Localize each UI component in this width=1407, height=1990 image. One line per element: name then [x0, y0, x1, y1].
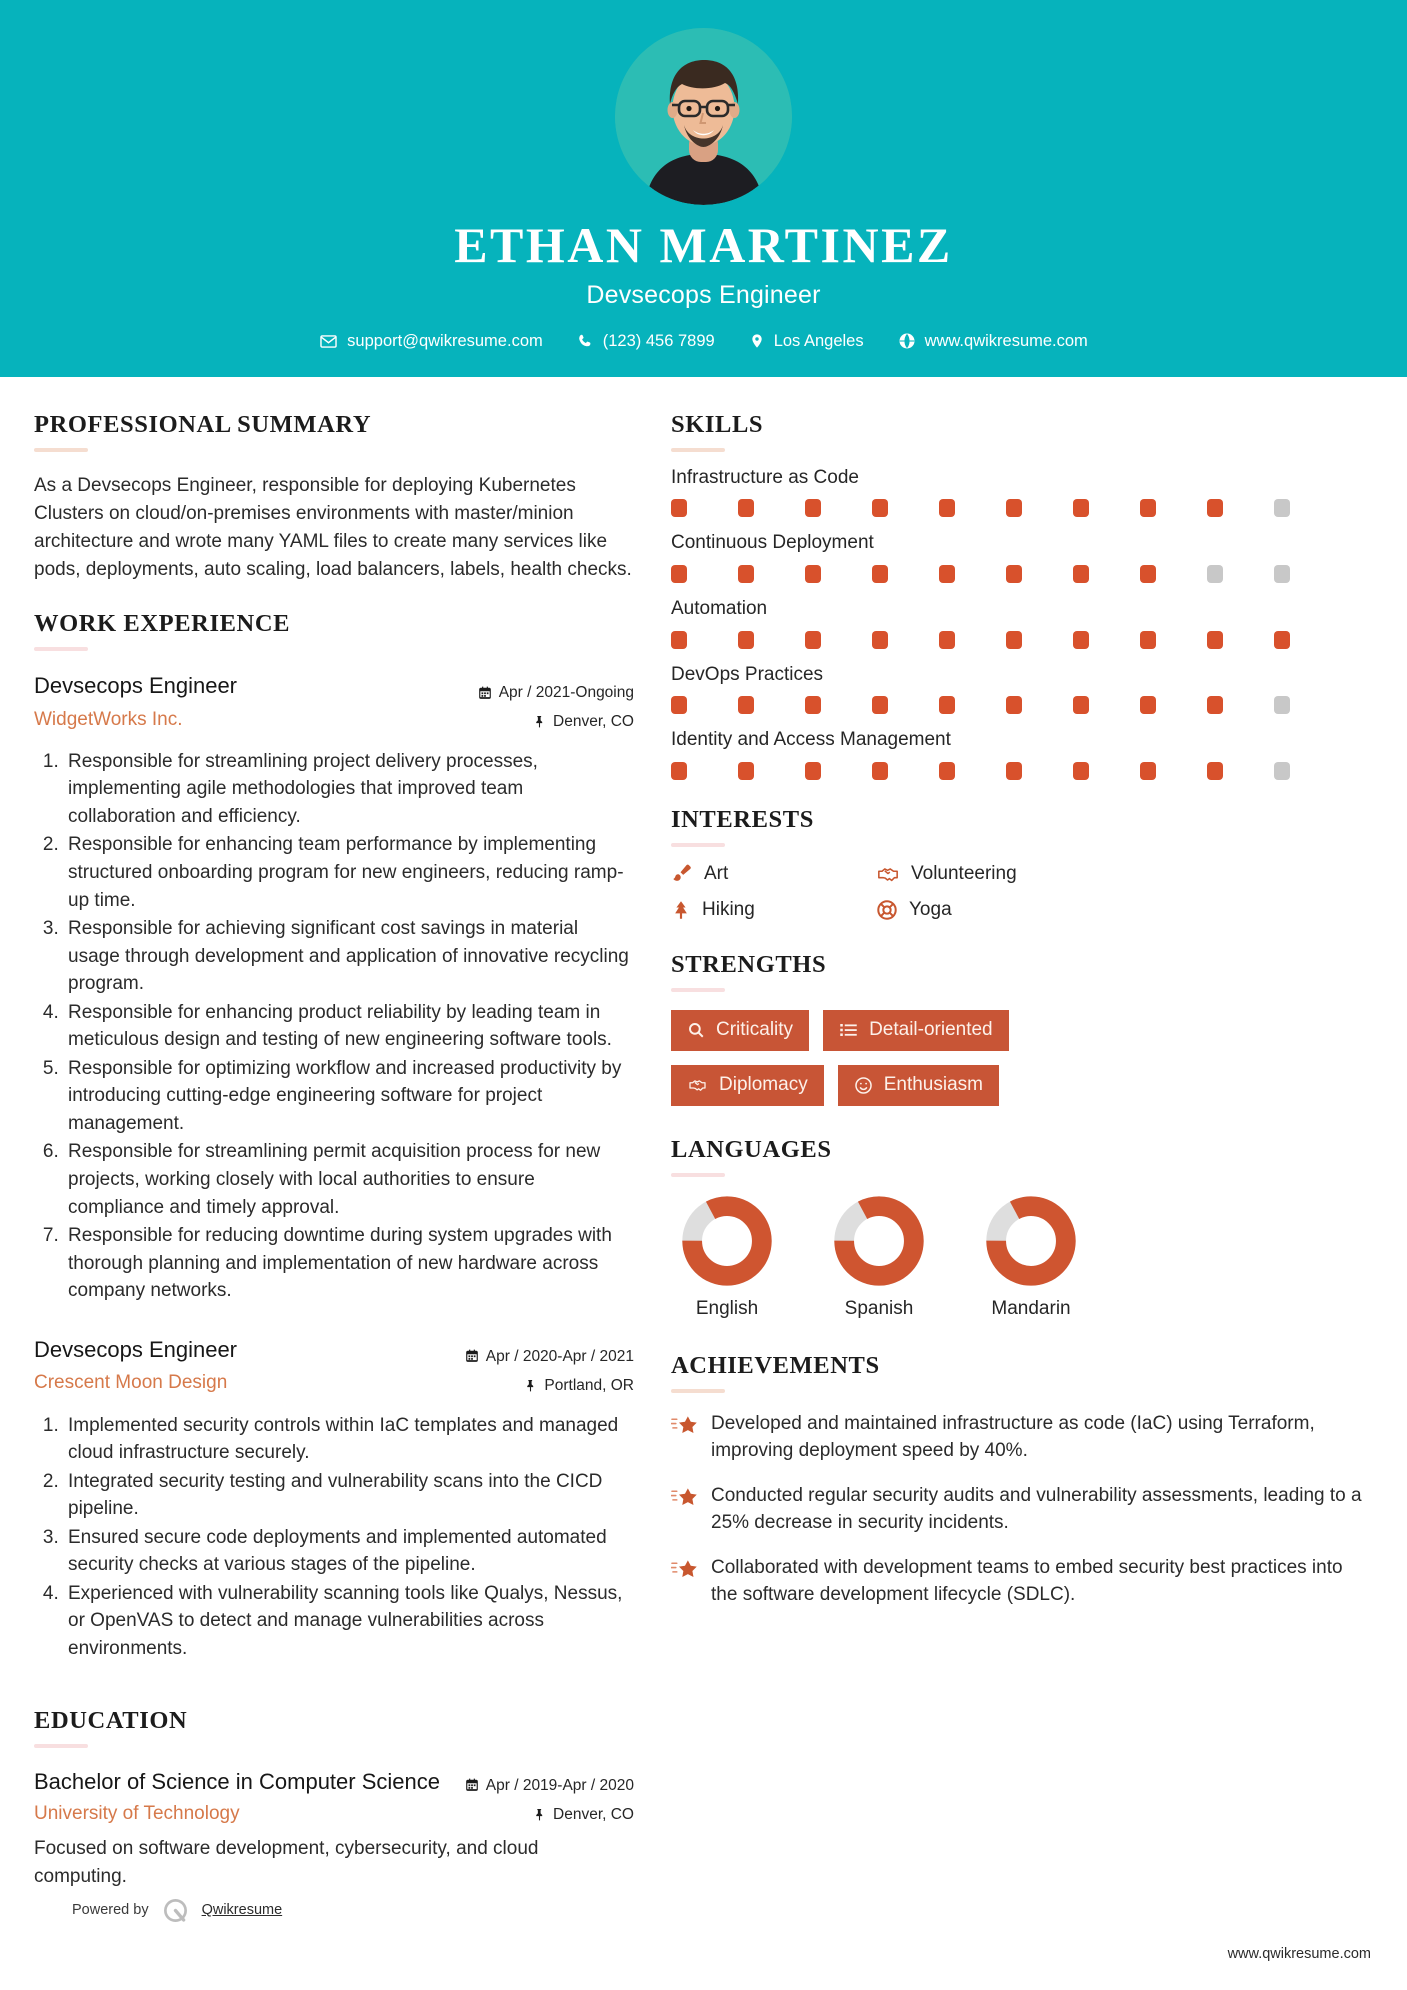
calendar-icon	[465, 1778, 479, 1792]
skill-rating	[671, 762, 1371, 780]
language-donut	[985, 1195, 1077, 1287]
section-education	[34, 1707, 634, 1891]
skill-dot	[671, 631, 687, 649]
section-rule	[34, 448, 88, 452]
skill-dot	[805, 499, 821, 517]
skill-item	[671, 597, 1371, 649]
skill-dot	[805, 631, 821, 649]
section-rule	[34, 647, 88, 651]
star-icon	[671, 1410, 698, 1465]
skill-dot	[1207, 631, 1223, 649]
skill-dot	[1073, 631, 1089, 649]
star-icon	[671, 1554, 698, 1609]
interest-label: Hiking	[702, 898, 755, 920]
interest-label: Art	[704, 862, 729, 884]
job-location	[465, 1371, 634, 1400]
job-date	[478, 678, 634, 707]
skill-dot	[738, 696, 754, 714]
education-date-text: Apr / 2019-Apr / 2020	[485, 1776, 634, 1794]
work-entry-header	[34, 671, 634, 737]
skill-dot	[1006, 696, 1022, 714]
strength-badge	[671, 1065, 824, 1106]
job-role: Devsecops Engineer	[34, 1336, 238, 1362]
skill-dot	[671, 696, 687, 714]
skill-dot	[872, 696, 888, 714]
skill-dot	[1140, 762, 1156, 780]
powered-by-footer	[34, 1897, 634, 1924]
language-donut	[681, 1195, 773, 1287]
job-bullet: 6. Responsible for streamlining permit acquisition process for new projects, working closely with local authorities to ensure compliance and timely approval.	[64, 1138, 634, 1221]
skill-dot	[1207, 696, 1223, 714]
left-column	[34, 411, 634, 1924]
achievement-text: Conducted regular security audits and vulnerability assessments, leading to a 25% decrease in security incidents.	[711, 1484, 1362, 1534]
skill-dot	[872, 499, 888, 517]
skill-item	[671, 663, 1371, 715]
location-icon	[749, 332, 765, 350]
summary-text: As a Devsecops Engineer, responsible for deploying Kubernetes Clusters on cloud/on-premises environments with master/minion architecture and wrote many YAML files to create many services like pods, deployments, auto scaling, load balancers, labels, health checks.	[34, 474, 632, 580]
pin-icon	[524, 1379, 537, 1393]
page-title: ETHAN MARTINEZ	[454, 217, 953, 273]
handshake-icon	[687, 1076, 708, 1094]
powered-by-label: Powered by	[72, 1902, 149, 1919]
skills-heading: SKILLS	[671, 410, 764, 438]
qwikresume-logo-icon	[162, 1897, 189, 1924]
section-skills	[671, 411, 1371, 780]
education-entry-main	[34, 1768, 465, 1826]
job-bullet: 5. Responsible for optimizing workflow and increased productivity by introducing cutting-edge engineering software for project management.	[64, 1055, 634, 1138]
section-rule	[671, 988, 725, 992]
footer-website: www.qwikresume.com	[1227, 1946, 1371, 1962]
skill-dot	[872, 762, 888, 780]
education-degree: Bachelor of Science in Computer Science	[34, 1768, 440, 1794]
job-date	[465, 1342, 634, 1371]
right-column	[666, 411, 1371, 1615]
search-icon	[687, 1021, 705, 1039]
strength-label: Criticality	[716, 1018, 794, 1040]
resume-header	[0, 0, 1407, 377]
job-bullet: 2. Integrated security testing and vulnerability scans into the CICD pipeline.	[64, 1468, 634, 1523]
calendar-icon	[478, 686, 492, 700]
skill-label: Continuous Deployment	[671, 532, 874, 554]
interests-heading: INTERESTS	[671, 805, 814, 833]
achievements-heading: ACHIEVEMENTS	[671, 1351, 880, 1379]
job-company: Crescent Moon Design	[34, 1372, 228, 1394]
job-bullet: 2. Responsible for enhancing team performance by implementing structured onboarding program for new engineers, reducing ramp-up time.	[64, 831, 634, 914]
smiley-icon	[854, 1076, 873, 1095]
skill-dot	[805, 762, 821, 780]
language-label: Spanish	[844, 1297, 914, 1319]
skill-dot	[939, 696, 955, 714]
achievement-item	[671, 1554, 1371, 1609]
phone-icon	[577, 333, 594, 350]
achievement-item	[671, 1482, 1371, 1537]
language-item	[677, 1195, 777, 1320]
contact-website[interactable]	[881, 332, 1105, 351]
qwikresume-link[interactable]: Qwikresume	[201, 1902, 283, 1919]
interests-grid	[671, 863, 1371, 921]
skill-dot	[872, 631, 888, 649]
skill-dot	[1207, 499, 1223, 517]
section-rule	[671, 843, 725, 847]
skill-dot	[1274, 565, 1290, 583]
skill-rating	[671, 631, 1371, 649]
education-date	[465, 1771, 634, 1800]
skill-dot	[1207, 565, 1223, 583]
interest-item	[671, 863, 876, 885]
section-rule	[671, 1389, 725, 1393]
achievement-text: Developed and maintained infrastructure as code (IaC) using Terraform, improving deployment speed by 40%.	[711, 1412, 1315, 1462]
work-entry	[34, 671, 634, 1305]
job-location	[478, 707, 634, 736]
interest-item	[671, 899, 876, 921]
skill-item	[671, 531, 1371, 583]
paintbrush-icon	[671, 863, 693, 885]
strength-badge	[671, 1010, 809, 1051]
job-date-text: Apr / 2020-Apr / 2021	[485, 1347, 634, 1365]
skill-dot	[1006, 565, 1022, 583]
contact-row	[0, 332, 1407, 351]
job-bullets	[34, 748, 634, 1305]
skill-dot	[939, 565, 955, 583]
languages-heading: LANGUAGES	[671, 1135, 832, 1163]
education-description: Focused on software development, cybersecurity, and cloud computing.	[34, 1838, 539, 1887]
education-location	[465, 1800, 634, 1829]
strength-label: Detail-oriented	[869, 1018, 993, 1040]
skill-dot	[1274, 762, 1290, 780]
achievement-text: Collaborated with development teams to embed security best practices into the software development lifecycle (SDLC).	[711, 1556, 1343, 1606]
pin-icon	[533, 1808, 546, 1822]
section-languages	[671, 1136, 1371, 1320]
education-school: University of Technology	[34, 1803, 240, 1825]
strengths-heading: STRENGTHS	[671, 950, 827, 978]
resume-body	[0, 377, 1407, 1924]
language-label: Mandarin	[991, 1297, 1071, 1319]
skill-label: Infrastructure as Code	[671, 466, 859, 488]
job-company: WidgetWorks Inc.	[34, 708, 183, 730]
section-strengths	[671, 951, 1371, 1106]
job-bullet: 1. Responsible for streamlining project delivery processes, implementing agile methodologies that improved team collaboration and efficiency.	[64, 748, 634, 831]
interest-label: Volunteering	[911, 862, 1017, 884]
section-interests	[671, 806, 1371, 921]
skill-dot	[1140, 696, 1156, 714]
job-bullet: 1. Implemented security controls within IaC templates and managed cloud infrastructure securely.	[64, 1412, 634, 1467]
skill-dot	[671, 565, 687, 583]
work-entry-main	[34, 671, 478, 732]
work-entry	[34, 1335, 634, 1663]
languages-list	[671, 1195, 1371, 1320]
job-bullet: 4. Experienced with vulnerability scanning tools like Qualys, Nessus, or OpenVAS to detect and manage vulnerabilities across environments.	[64, 1580, 634, 1663]
skill-dot	[1140, 631, 1156, 649]
contact-location-text: Los Angeles	[773, 331, 864, 350]
skill-dot	[1207, 762, 1223, 780]
skill-dot	[1140, 565, 1156, 583]
education-heading: EDUCATION	[34, 1706, 188, 1734]
job-bullets	[34, 1412, 634, 1663]
interest-item	[876, 899, 1371, 921]
avatar-photo	[615, 28, 792, 205]
contact-phone-text: (123) 456 7899	[602, 331, 715, 350]
education-entry-header	[34, 1768, 634, 1830]
skill-dot	[939, 762, 955, 780]
section-professional-summary	[34, 411, 634, 584]
handshake-icon	[876, 863, 900, 885]
work-entry-meta	[478, 671, 634, 737]
contact-email-text: support@qwikresume.com	[347, 331, 543, 350]
skill-dot	[872, 565, 888, 583]
section-work-experience	[34, 610, 634, 1663]
summary-heading: PROFESSIONAL SUMMARY	[34, 410, 372, 438]
avatar	[615, 28, 792, 205]
lifebuoy-icon	[876, 899, 898, 921]
contact-phone[interactable]	[560, 332, 732, 351]
job-role: Devsecops Engineer	[34, 672, 238, 698]
strength-badge	[838, 1065, 999, 1106]
job-location-text: Denver, CO	[553, 713, 634, 731]
interest-label: Yoga	[909, 898, 952, 920]
language-label: English	[695, 1297, 759, 1319]
strength-badge	[823, 1010, 1009, 1051]
skill-dot	[1073, 565, 1089, 583]
skill-dot	[1006, 762, 1022, 780]
contact-email[interactable]	[302, 332, 560, 351]
skill-dot	[1274, 499, 1290, 517]
job-bullet: 3. Responsible for achieving significant cost savings in material usage through development and application of innovative recycling program.	[64, 915, 634, 998]
skill-dot	[738, 762, 754, 780]
skill-dot	[671, 499, 687, 517]
skill-rating	[671, 499, 1371, 517]
section-achievements	[671, 1352, 1371, 1609]
language-item	[981, 1195, 1081, 1320]
star-icon	[671, 1482, 698, 1537]
work-entry-header	[34, 1335, 634, 1401]
skill-item	[671, 466, 1371, 518]
skill-rating	[671, 565, 1371, 583]
strength-label: Enthusiasm	[883, 1073, 983, 1095]
calendar-icon	[465, 1349, 479, 1363]
mail-icon	[319, 332, 338, 351]
language-item	[829, 1195, 929, 1320]
globe-icon	[898, 332, 916, 350]
skill-label: Identity and Access Management	[671, 729, 951, 751]
work-entry-main	[34, 1335, 465, 1396]
strengths-list	[671, 1010, 1101, 1106]
work-entry-meta	[465, 1335, 634, 1401]
education-entry	[34, 1768, 634, 1891]
skill-dot	[1274, 631, 1290, 649]
skill-dot	[1073, 762, 1089, 780]
section-rule	[34, 1744, 88, 1748]
education-entry-meta	[465, 1768, 634, 1830]
contact-website-text: www.qwikresume.com	[924, 331, 1088, 350]
skill-dot	[738, 499, 754, 517]
skill-dot	[671, 762, 687, 780]
skill-rating	[671, 696, 1371, 714]
skill-dot	[1073, 499, 1089, 517]
skill-dot	[1073, 696, 1089, 714]
interest-item	[876, 863, 1371, 885]
skill-dot	[1274, 696, 1290, 714]
skill-dot	[738, 565, 754, 583]
strength-label: Diplomacy	[719, 1073, 808, 1095]
achievement-item	[671, 1410, 1371, 1465]
job-location-text: Portland, OR	[544, 1377, 634, 1395]
education-location-text: Denver, CO	[553, 1805, 634, 1823]
skill-label: DevOps Practices	[671, 663, 824, 685]
job-bullet: 7. Responsible for reducing downtime during system upgrades with thorough planning and implementation of new hardware across company networks.	[64, 1222, 634, 1305]
header-job-title: Devsecops Engineer	[586, 280, 821, 309]
skill-dot	[939, 499, 955, 517]
list-icon	[839, 1021, 858, 1039]
tree-icon	[671, 899, 691, 921]
section-rule	[671, 448, 725, 452]
skill-item	[671, 728, 1371, 780]
job-bullet: 3. Ensured secure code deployments and implemented automated security checks at various stages of the pipeline.	[64, 1524, 634, 1579]
skill-dot	[1140, 499, 1156, 517]
contact-location[interactable]	[732, 332, 881, 351]
skill-dot	[1006, 631, 1022, 649]
skill-dot	[805, 696, 821, 714]
skill-dot	[1006, 499, 1022, 517]
pin-icon	[533, 715, 546, 729]
language-donut	[833, 1195, 925, 1287]
work-heading: WORK EXPERIENCE	[34, 609, 291, 637]
skill-label: Automation	[671, 597, 768, 619]
skill-dot	[738, 631, 754, 649]
job-bullet: 4. Responsible for enhancing product reliability by leading team in meticulous design and testing of new engineering software tools.	[64, 999, 634, 1054]
skill-dot	[805, 565, 821, 583]
job-date-text: Apr / 2021-Ongoing	[498, 683, 634, 701]
skill-dot	[939, 631, 955, 649]
section-rule	[671, 1173, 725, 1177]
